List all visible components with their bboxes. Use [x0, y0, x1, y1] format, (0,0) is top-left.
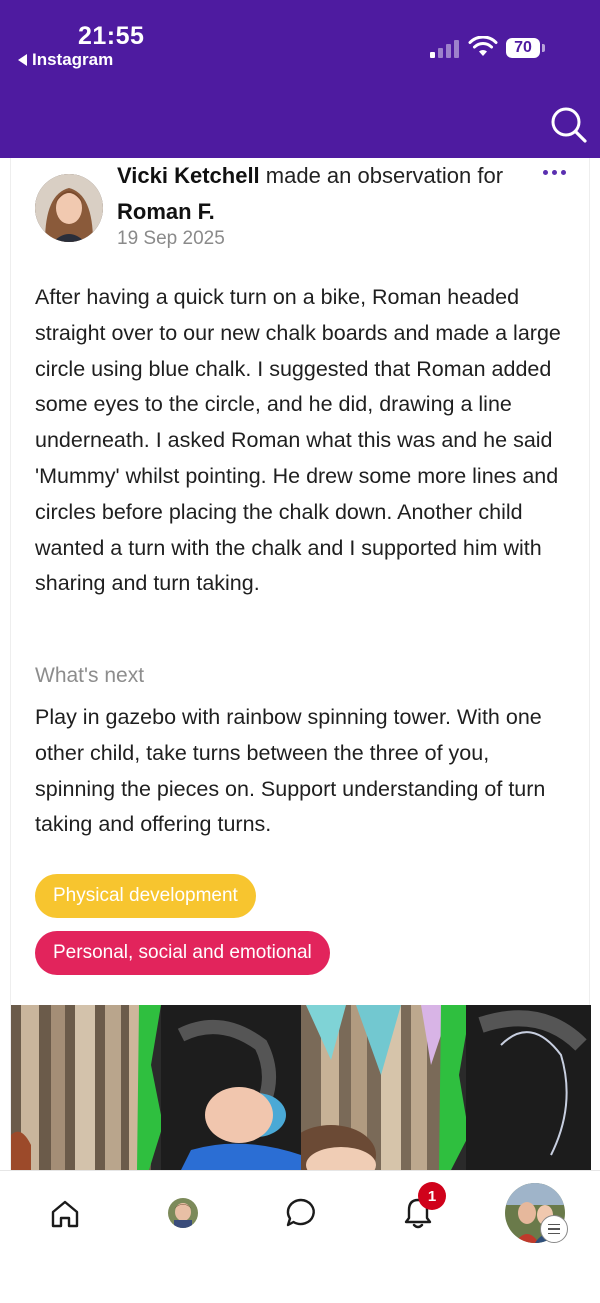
back-app-label: Instagram [32, 50, 114, 69]
more-options-icon[interactable] [539, 166, 570, 179]
tag-physical-development[interactable]: Physical development [35, 874, 256, 918]
battery-nub [542, 44, 545, 52]
home-icon[interactable] [50, 1199, 80, 1229]
observation-card [10, 158, 590, 1170]
child-name[interactable]: Roman F. [117, 199, 215, 224]
observation-author-line [117, 158, 517, 230]
child-avatar[interactable] [168, 1198, 198, 1228]
observation-date: 19 Sep 2025 [117, 228, 225, 249]
action-text: made an observation for [259, 163, 504, 188]
whats-next-text: Play in gazebo with rainbow spinning tower. With one other child, take turns between the three of you, spinning the pieces on. Support understanding of turn taking and offering turns. [35, 705, 546, 837]
top-bar [0, 0, 600, 158]
observation-body: After having a quick turn on a bike, Roman headed straight over to our new chalk boards and made a large circle using blue chalk. I suggested that Roman added some eyes to the circle, and he did, drawing a line underneath. I asked Roman what this was and he said 'Mummy' whilst pointing. He drew some more lines and circles before placing the chalk down. Another child wanted a turn with the chalk and I supported him with sharing and turn taking. [35, 285, 561, 596]
whats-next-label: What's next [35, 664, 145, 687]
cellular-signal-icon [430, 38, 459, 58]
status-time: 21:55 [78, 22, 145, 50]
author-name[interactable]: Vicki Ketchell [117, 163, 260, 188]
menu-icon[interactable] [540, 1215, 568, 1243]
observation-photo-1[interactable] [11, 1005, 301, 1170]
tag-personal-social-emotional[interactable]: Personal, social and emotional [35, 931, 330, 975]
battery-icon: 70 [506, 38, 540, 58]
back-to-app-link[interactable] [18, 50, 113, 70]
chat-icon[interactable] [285, 1197, 317, 1229]
bottom-navigation [0, 1170, 600, 1303]
wifi-icon [468, 36, 498, 58]
observation-photo-2[interactable] [301, 1005, 591, 1170]
author-avatar[interactable] [35, 174, 103, 242]
photo-strip [11, 1005, 591, 1170]
back-arrow-icon [18, 54, 27, 66]
search-icon[interactable] [550, 106, 588, 144]
notification-badge: 1 [418, 1182, 446, 1210]
